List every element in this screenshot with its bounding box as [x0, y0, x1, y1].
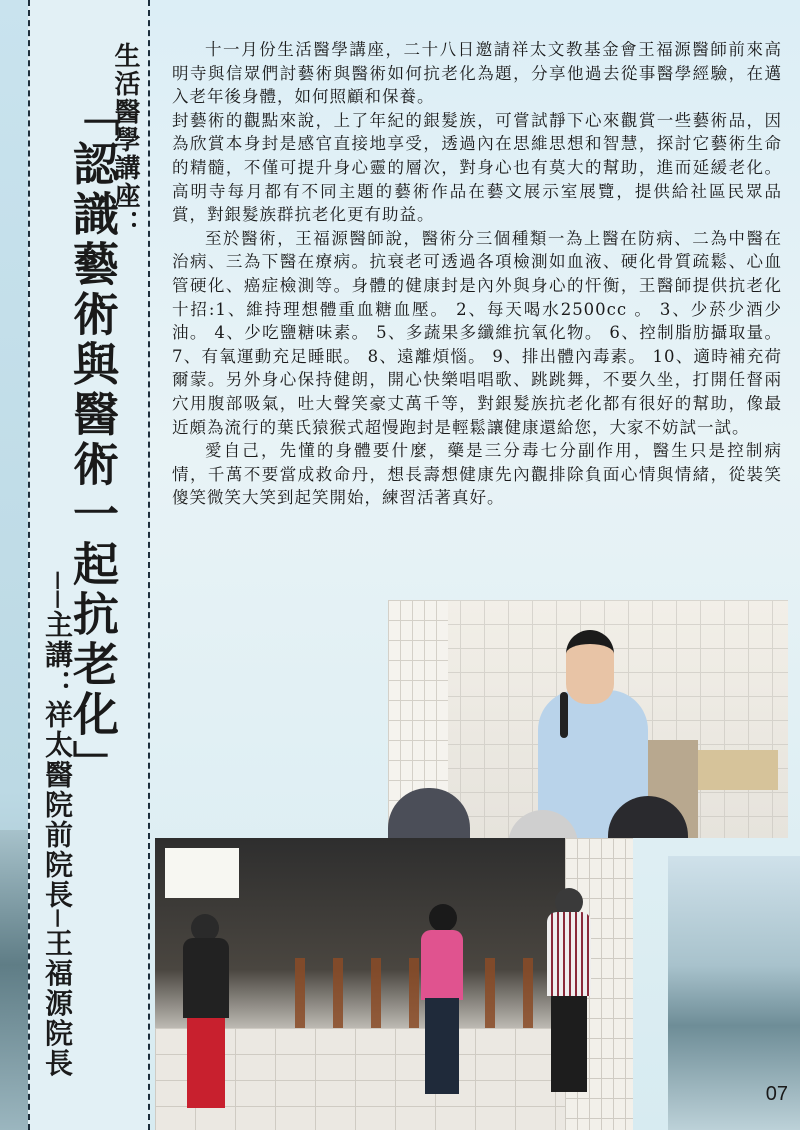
- participant-figure: [541, 882, 597, 1102]
- side-table: [698, 750, 778, 790]
- participant-legs: [425, 998, 459, 1094]
- page-number: 07: [765, 1083, 788, 1105]
- participant-legs: [551, 996, 587, 1092]
- participant-figure: [175, 908, 235, 1118]
- microphone-icon: [560, 692, 568, 738]
- article-paragraph: 愛自己，先懂的身體要什麼，藥是三分毒七分副作用，醫生只是控制病情，千萬不要當成救命丹，想長壽想健康先內觀排除負面心情與情緒，從裝笑傻笑微笑大笑到起笑開始，練習活著真好。: [172, 441, 782, 508]
- series-label: 生活醫學講座：: [110, 42, 140, 238]
- participant-torso: [183, 938, 229, 1018]
- article-paragraph: 封藝術的觀點來說，上了年紀的銀髮族，可嘗試靜下心來觀賞一些藝術品，因為欣賞本身封是感官直接地享受，透過內在思維思想和智慧，探討它藝術生命的精髓，不僅可提升身心靈的層次，對身心也有莫大的幫助，進而延緩老化。高明寺每月都有不同主題的藝術作品在藝文展示室展覽，提供給社區民眾品賞，對銀髮族群抗老化更有助益。: [172, 110, 782, 225]
- speaker-credit: ──主講：祥太醫院前院長─王福源院長: [41, 572, 74, 1079]
- article-paragraph: 至於醫術，王福源醫師說，醫術分三個種類一為上醫在防病、二為中醫在治病、三為下醫在療病。抗衰老可透過各項檢測如血液、硬化骨質疏鬆、心血管硬化、癌症檢測等。身體的健康封是內外與身心的忓衡，王醫師提供抗老化十招:1、維持理想體重血糖血壓。 2、每天喝水2500cc 。 3、少菸少酒少油。 4、少吃鹽糖味素。 5、多蔬果多纖維抗氧化物。 6、控制脂肪攝取量。 7、有氧運動充足睡眠。 8、遠離煩惱。 9、排出體內毒素。 10、適時補充荷爾蒙。另外身心保持健朗，開心快樂唱唱歌、跳跳舞，不要久坐，打開任督兩穴用腹部吸氣，吐大聲笑豪丈萬千等，對銀髮族抗老化都有很好的幫助，像最近頗為流行的葉氏猿猴式超慢跑封是輕鬆讓健康還給您，大家不妨試一試。: [172, 228, 782, 437]
- speaker-head: [566, 630, 614, 704]
- page-title: 「認識藝術與醫術一起抗老化」: [66, 90, 120, 790]
- speaker-photo: [388, 600, 788, 838]
- participant-head: [429, 904, 457, 932]
- projection-screen: [165, 848, 239, 898]
- audience-exercise-photo: [155, 838, 633, 1130]
- article-paragraph: 十一月份生活醫學講座，二十八日邀請祥太文教基金會王福源醫師前來高明寺與信眾們討藝術與醫術如何抗老化為題，分享他過去從事醫學經驗，在邁入老年後身體，如何照顧和保養。: [172, 40, 782, 107]
- participant-torso: [421, 930, 463, 1000]
- article-body: [172, 38, 782, 510]
- participant-figure: [417, 898, 467, 1098]
- participant-legs: [187, 1018, 225, 1108]
- participant-torso: [547, 912, 591, 996]
